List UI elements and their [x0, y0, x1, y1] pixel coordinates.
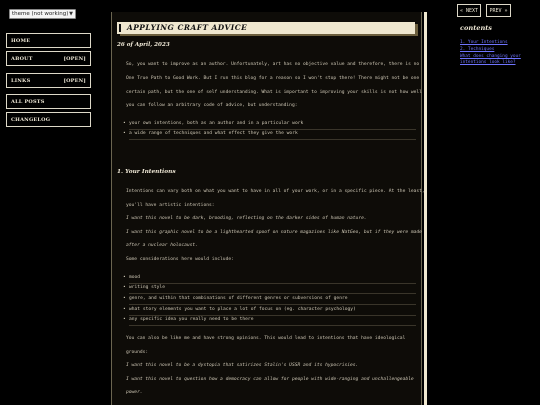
nav-home-button[interactable]	[6, 33, 91, 48]
contents-title: contents	[460, 24, 492, 32]
nav-label: ALL POSTS	[11, 98, 45, 105]
quote-line: after a nuclear holocaust.	[126, 243, 198, 248]
list-item: • your own intentions, both as an author and in a particular work	[129, 121, 303, 126]
quote-line: I want this graphic novel to be a lighthearted spoof on nature magazines like NatGeo, but if they were made	[126, 230, 422, 235]
nav-all-posts-button[interactable]	[6, 94, 91, 109]
post-container	[111, 12, 422, 405]
theme-select-value: theme (not working)	[12, 11, 69, 17]
paragraph-line: you can follow an arbitrary code of advice, but understanding:	[126, 103, 298, 108]
nav-tag: [OPEN]	[63, 77, 86, 84]
divider	[129, 139, 416, 140]
paragraph-line: Intentions can vary both on what you want to have in all of your work, or in a specific piece. At the least,	[126, 189, 425, 194]
quote-line: I want this novel to be a dystopia that satirizes Stalin's USSR and its hypocrisies.	[126, 363, 359, 368]
post-title-bar	[117, 22, 415, 34]
nav-links-button[interactable]	[6, 73, 91, 88]
divider	[129, 283, 416, 284]
nav-tag: [OPEN]	[63, 55, 86, 62]
toc-link-changing-intentions-cont[interactable]: intentions look like?	[460, 60, 516, 65]
next-label: « NEXT	[459, 7, 479, 14]
nav-changelog-button[interactable]	[6, 112, 91, 127]
divider	[129, 315, 416, 316]
paragraph-line: Some considerations here would include:	[126, 257, 234, 262]
section-heading: 1. Your Intentions	[117, 169, 176, 175]
divider	[129, 129, 416, 130]
quote-line: power.	[126, 390, 143, 395]
prev-button[interactable]	[486, 4, 511, 17]
nav-about-button[interactable]	[6, 51, 91, 66]
toc-link-techniques[interactable]: 2. Techniques	[460, 47, 495, 52]
decorative-stripe	[424, 12, 427, 405]
post-date: 26 of April, 2023	[117, 42, 170, 48]
nav-label: ABOUT	[11, 55, 33, 62]
nav-label: LINKS	[11, 77, 31, 84]
nav-label: HOME	[11, 37, 31, 44]
toc-link-changing-intentions[interactable]: What does changing your	[460, 54, 521, 59]
paragraph-line: So, you want to improve as an author. Unfortunately, art has no objective value and therefore, there is no	[126, 62, 420, 67]
list-item: • writing style	[129, 285, 165, 290]
divider	[129, 304, 416, 305]
toc-link-intentions[interactable]: 1. Your Intentions	[460, 40, 508, 45]
list-item: • any specific idea you really need to be there	[129, 317, 253, 322]
divider	[129, 293, 416, 294]
list-item: • mood	[129, 275, 140, 280]
prev-label: PREV »	[489, 7, 508, 14]
next-button[interactable]	[457, 4, 481, 17]
list-item: • a wide range of techniques and what effect they give the work	[129, 131, 298, 136]
paragraph-line: You can also be like me and have strong opinions. This would lead to intentions that have ideological	[126, 336, 406, 341]
post-title: APPLYING CRAFT ADVICE	[127, 23, 248, 32]
divider	[129, 325, 416, 326]
quote-line: I want this novel to be dark, brooding, reflecting on the darker sides of human nature.	[126, 216, 367, 221]
list-item: • what story elements you want to place a lot of focus on (eg. character psychology)	[129, 307, 356, 312]
paragraph-line: One True Path to Good Work. But I run this blog for a reason so I won't stop there! There might not be one	[126, 76, 420, 81]
quote-line: I want this novel to question how a democracy can allow for people with wide-ranging and unchallengeable	[126, 377, 414, 382]
paragraph-line: you'll have artistic intentions:	[126, 203, 215, 208]
title-bar-mark	[119, 24, 121, 32]
chevron-down-icon: ▼	[69, 11, 73, 17]
list-item: • genre, and within that combinations of different genres or subversions of genre	[129, 296, 348, 301]
theme-select[interactable]	[9, 9, 76, 19]
paragraph-line: grounds:	[126, 350, 149, 355]
paragraph-line: certain path, but the one of self understanding. What is important to improving your skills is not how well	[126, 90, 422, 95]
nav-label: CHANGELOG	[11, 116, 51, 123]
